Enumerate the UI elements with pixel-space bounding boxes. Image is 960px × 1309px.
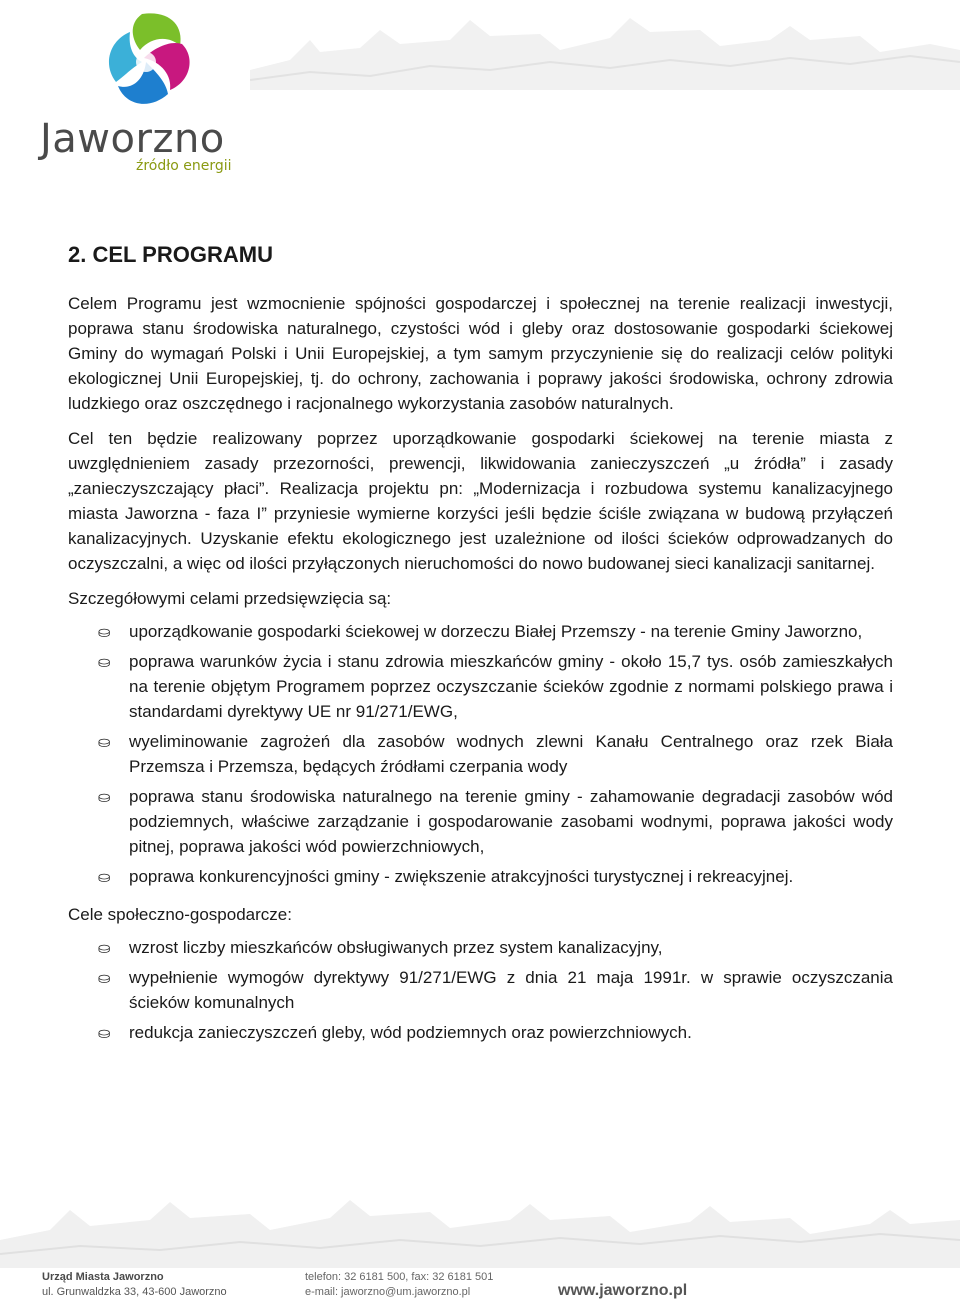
paragraph-goal: Celem Programu jest wzmocnienie spójności gospodarczej i społecznej na terenie realizacji inwestycji, poprawa stanu środowiska naturalnego, czystości wód i gleby oraz dostosowanie gospodarki ściekowej Gminy do wymagań Polski i Unii Europejskiej, a tym samym przyczynienie się do realizacji celów polityki ekologicznej Unii Europejskiej, tj. do ochrony, zachowania i poprawy jakości środowiska, ochrony zdrowia ludzkiego oraz oszczędnego i racjonalnego wykorzystania zasobów naturalnych. [68, 294, 893, 413]
footer-phone: telefon: 32 6181 500, fax: 32 6181 501 [305, 1271, 494, 1283]
logo-emblem-icon [80, 6, 230, 121]
bullet-icon: ⛀ [98, 1025, 111, 1042]
list-item: ⛀ uporządkowanie gospodarki ściekowej w dorzeczu Białej Przemszy - na terenie Gminy Jaworzno, [68, 619, 893, 644]
footer-office [42, 1270, 227, 1300]
list-item: ⛀ redukcja zanieczyszczeń gleby, wód podziemnych oraz powierzchniowych. [68, 1020, 893, 1045]
logo-name: Jaworzno [40, 116, 225, 162]
detailed-goals-heading: Szczegółowymi celami przedsięwzięcia są: [68, 589, 392, 608]
list-item: ⛀ wzrost liczby mieszkańców obsługiwanych przez system kanalizacyjny, [68, 935, 893, 960]
list-item: ⛀ poprawa konkurencyjności gminy - zwiększenie atrakcyjności turystycznej i rekreacyjnej. [68, 864, 893, 889]
bullet-icon: ⛀ [98, 734, 111, 751]
list-item: ⛀ wypełnienie wymogów dyrektywy 91/271/EWG z dnia 21 maja 1991r. w sprawie oczyszczania ścieków komunalnych [98, 968, 893, 1012]
list-item: ⛀ poprawa stanu środowiska naturalnego na terenie gminy - zahamowanie degradacji zasobów wód podziemnych, właściwe zarządzanie i gospodarowanie zasobami wodnymi, poprawa jakości wody pitnej, poprawa jakości wód powierzchniowych, [98, 787, 893, 856]
jaworzno-logo [40, 6, 250, 176]
paragraph-implementation: Cel ten będzie realizowany poprzez uporządkowanie gospodarki ściekowej na terenie miasta z uwzględnieniem zasady przezorności, prewencji, likwidowania zanieczyszczeń „u źródła” i zasady „zanieczyszczający płaci”. Realizacja projektu pn: „Modernizacja i rozbudowa systemu kanalizacyjnego miasta Jaworzna - faza I” przyniesie wymierne korzyści jeśli będzie ściśle związana w budową przyłączeń kanalizacyjnych. Uzyskanie efektu ekologicznego jest uzależnione od ilości ścieków odprowadzanych do oczyszczalni, a więc od ilości przyłączonych nieruchomości do nowo budowanej sieci kanalizacji sanitarnej. [68, 429, 893, 573]
footer-office-address: ul. Grunwaldzka 33, 43-600 Jaworzno [42, 1286, 227, 1298]
bullet-icon: ⛀ [98, 789, 111, 806]
bullet-icon: ⛀ [98, 654, 111, 671]
list-item: ⛀ poprawa warunków życia i stanu zdrowia mieszkańców gminy - około 15,7 tys. osób zamieszkałych na terenie objętym Programem poprzez oczyszczanie ścieków zgodnie z normami polskiego prawa i standardami dyrektywy UE nr 91/271/EWG, [98, 652, 893, 721]
footer-contact [305, 1270, 493, 1300]
header-skyline-decoration [250, 0, 960, 90]
footer-office-name: Urząd Miasta Jaworzno [42, 1271, 164, 1283]
page-footer [0, 1268, 960, 1309]
logo-tagline: źródło energii [136, 158, 232, 174]
section-title: 2. CEL PROGRAMU [68, 242, 273, 267]
list-item: ⛀ wyeliminowanie zagrożeń dla zasobów wodnych zlewni Kanału Centralnego oraz rzek Biała Przemsza i Przemsza, będących źródłami czerpania wody [98, 732, 893, 776]
document-content [68, 240, 893, 1058]
bullet-icon: ⛀ [98, 970, 111, 987]
footer-skyline-decoration [0, 1190, 960, 1268]
bullet-icon: ⛀ [98, 940, 111, 957]
footer-website-link[interactable]: www.jaworzno.pl [558, 1282, 688, 1299]
detailed-goals-list [68, 619, 893, 889]
socio-goals-list [68, 935, 893, 1045]
bullet-icon: ⛀ [98, 624, 111, 641]
socio-goals-heading: Cele społeczno-gospodarcze: [68, 905, 292, 924]
bullet-icon: ⛀ [98, 869, 111, 886]
footer-email[interactable]: e-mail: jaworzno@um.jaworzno.pl [305, 1286, 471, 1298]
